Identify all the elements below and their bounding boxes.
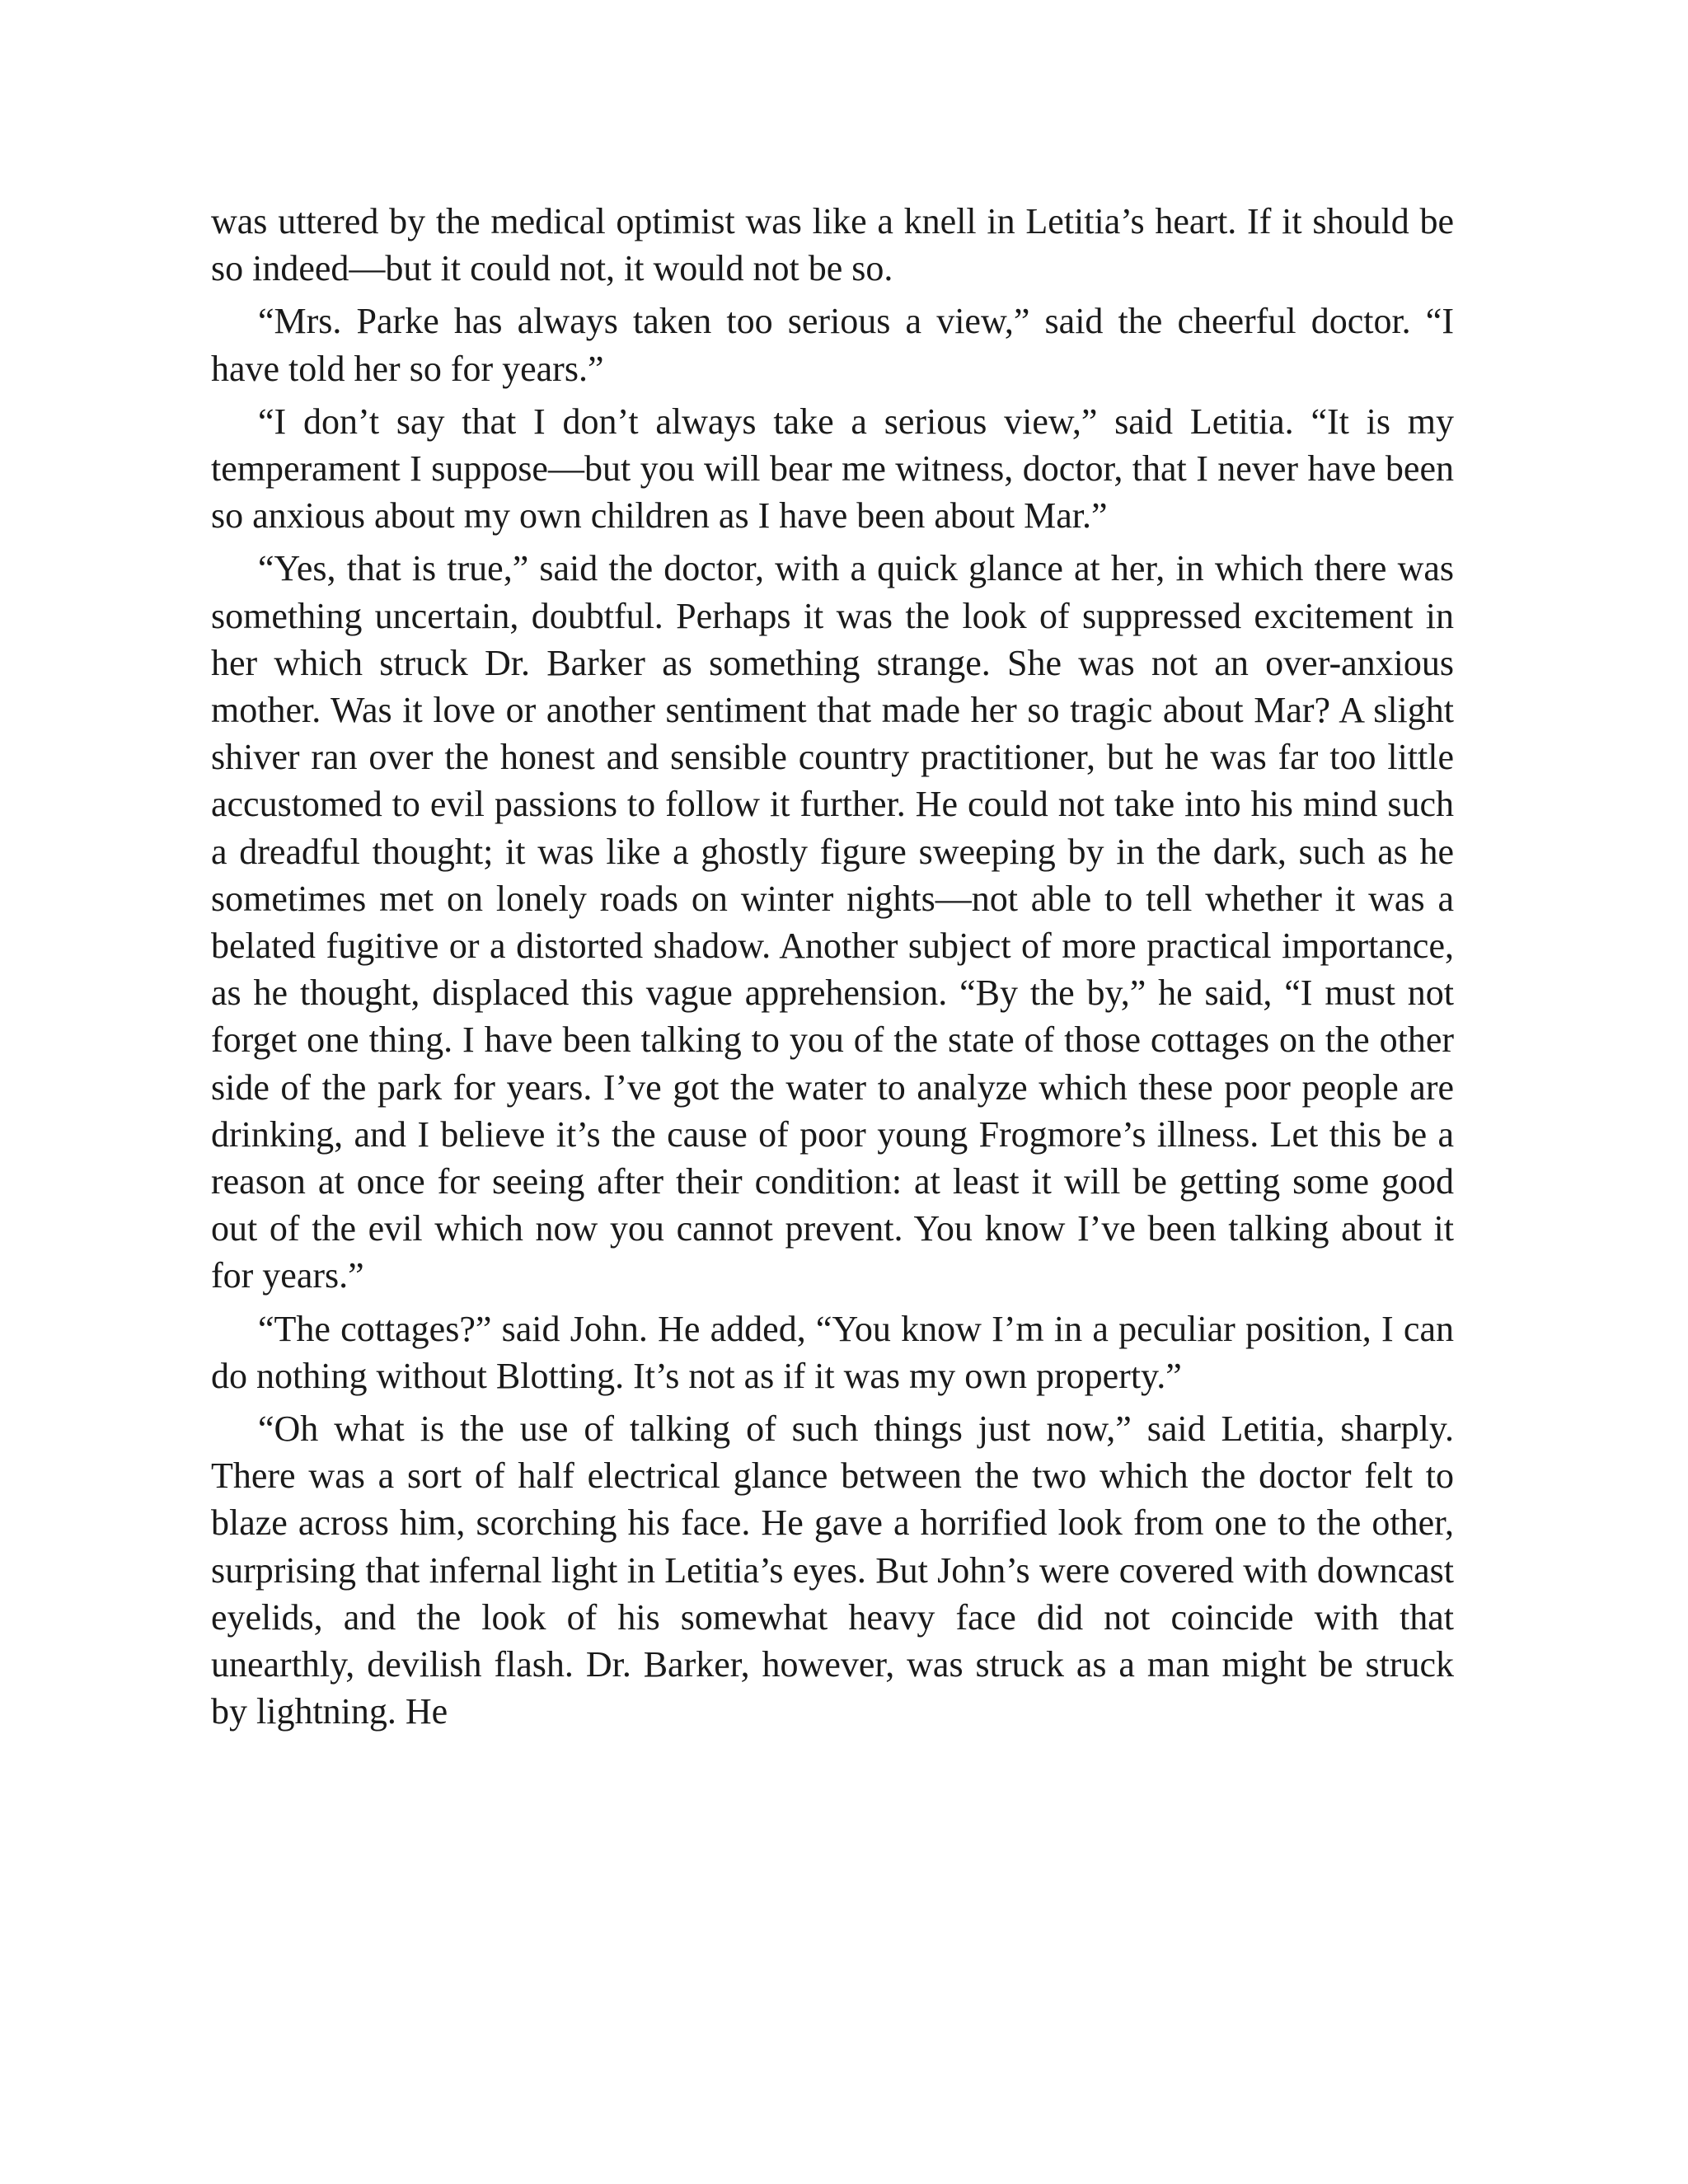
paragraph: “Mrs. Parke has always taken too serious a view,” said the cheerful doctor. “I have told her so for years.” <box>211 301 1454 389</box>
paragraph: “Yes, that is true,” said the doctor, with a quick glance at her, in which there was something uncertain, doubtful. Perhaps it was the look of suppressed excitement in her which struck Dr. Barker as something strange. She was not an over-anxious mother. Was it love or another sentiment that made her so tragic about Mar? A slight shiver ran over the honest and sensible country practitioner, but he was far too little accustomed to evil passions to follow it further. He could not take into his mind such a dreadful thought; it was like a ghostly figure sweeping by in the dark, such as he sometimes met on lonely roads on winter nights—not able to tell whether it was a belated fugitive or a distorted shadow. Another subject of more practical importance, as he thought, displaced this vague apprehension. “By the by,” he said, “I must not forget one thing. I have been talking to you of the state of those cottages on the other side of the park for years. I’ve got the water to analyze which these poor people are drinking, and I believe it’s the cause of poor young Frogmore’s illness. Let this be a reason at once for seeing after their condition: at least it will be getting some good out of the evil which now you cannot prevent. You know I’ve been talking about it for years.” <box>211 548 1454 1296</box>
paragraph: “Oh what is the use of talking of such things just now,” said Letitia, sharply. There was a sort of half electrical glance between the two which the doctor felt to blaze across him, scorching his face. He gave a horrified look from one to the other, surprising that infernal light in Letitia’s eyes. But John’s were covered with downcast eyelids, and the look of his somewhat heavy face did not coincide with that unearthly, devilish flash. Dr. Barker, however, was struck as a man might be struck by lightning. He <box>211 1408 1454 1732</box>
page-body <box>211 198 1454 1736</box>
paragraph: “The cottages?” said John. He added, “You know I’m in a peculiar position, I can do nothing without Blotting. It’s not as if it was my own property.” <box>211 1308 1454 1396</box>
paragraph: “I don’t say that I don’t always take a serious view,” said Letitia. “It is my temperament I suppose—but you will bear me witness, doctor, that I never have been so anxious about my own children as I have been about Mar.” <box>211 401 1454 537</box>
paragraph-continued: was uttered by the medical optimist was like a knell in Letitia’s heart. If it should be so indeed—but it could not, it would not be so. <box>211 201 1454 289</box>
